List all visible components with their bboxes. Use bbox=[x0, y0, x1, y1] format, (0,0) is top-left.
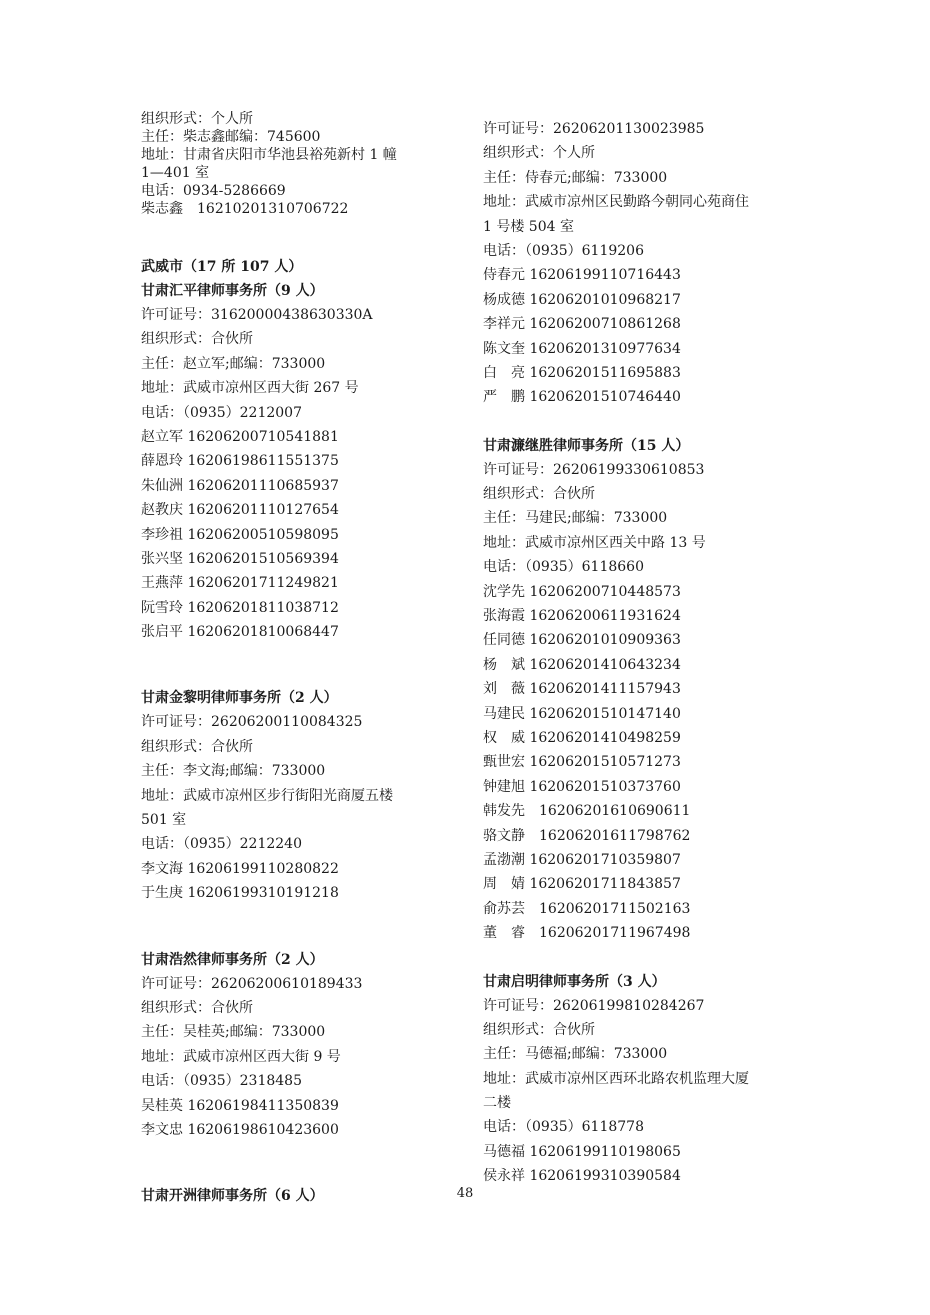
firm-detail-line: 501 室 bbox=[141, 812, 187, 829]
firm-detail-line: 侯永祥 16206199310390584 bbox=[483, 1168, 681, 1185]
firm-detail-line: 许可证号：31620000438630330A bbox=[141, 307, 373, 323]
firm-detail-line: 地址：武威市凉州区西大街 9 号 bbox=[141, 1048, 341, 1065]
firm-detail-line: 地址：武威市凉州区步行街阳光商厦五楼 bbox=[141, 787, 393, 804]
firm-detail-line: 地址：武威市凉州区西关中路 13 号 bbox=[483, 534, 706, 551]
firm-detail-line: 白 亮 16206201511695883 bbox=[483, 364, 681, 381]
firm-detail-line: 主任：吴桂英;邮编：733000 bbox=[141, 1024, 326, 1041]
firm-detail-line: 主任：赵立军;邮编：733000 bbox=[141, 355, 326, 372]
firm-detail-line: 许可证号：26206200610189433 bbox=[141, 975, 363, 992]
firm-detail-line: 周 婧 16206201711843857 bbox=[483, 876, 681, 893]
firm-detail-line: 主任：侍春元;邮编：733000 bbox=[483, 169, 668, 186]
firm-detail-line: 地址：武威市凉州区西环北路农机监理大厦 bbox=[483, 1070, 749, 1087]
firm-detail-line: 地址：武威市凉州区西大街 267 号 bbox=[141, 380, 359, 397]
text-line: 1—401 室 bbox=[141, 165, 210, 181]
firm-detail-line: 张海霞 16206200611931624 bbox=[483, 608, 681, 625]
firm-detail-line: 组织形式：合伙所 bbox=[483, 486, 595, 503]
firm-detail-line: 电话：（0935）2212240 bbox=[141, 836, 302, 853]
firm-title: 甘肃浩然律师事务所（2 人） bbox=[141, 951, 324, 968]
firm-detail-line: 组织形式：合伙所 bbox=[141, 331, 253, 348]
firm-detail-line: 李珍祖 16206200510598095 bbox=[141, 526, 339, 543]
left-column bbox=[141, 110, 461, 1208]
firm-detail-line: 主任：马德福;邮编：733000 bbox=[483, 1046, 668, 1063]
firm-detail-line: 李文海 16206199110280822 bbox=[141, 860, 339, 877]
text-line: 电话：0934-5286669 bbox=[141, 183, 286, 199]
text-line: 组织形式：个人所 bbox=[141, 111, 253, 127]
firm-detail-line: 电话：（0935）2318485 bbox=[141, 1073, 302, 1090]
firm-detail-line: 沈学先 16206200710448573 bbox=[483, 583, 681, 600]
firm-detail-line: 赵教庆 16206201110127654 bbox=[141, 502, 339, 519]
firm-detail-line: 1 号楼 504 室 bbox=[483, 218, 574, 235]
firm-title: 甘肃金黎明律师事务所（2 人） bbox=[141, 690, 338, 707]
firm-detail-line: 许可证号：26206201130023985 bbox=[483, 121, 705, 137]
firm-detail-line: 组织形式：合伙所 bbox=[141, 999, 253, 1016]
firm-detail-line: 韩发先 16206201610690611 bbox=[483, 803, 691, 820]
firm-detail-line: 张兴坚 16206201510569394 bbox=[141, 550, 339, 567]
firm-detail-line: 孟渤潮 16206201710359807 bbox=[483, 851, 681, 868]
firm-detail-line: 张启平 16206201810068447 bbox=[141, 624, 339, 641]
firm-title: 甘肃濂继胜律师事务所（15 人） bbox=[483, 437, 690, 454]
firm-detail-line: 李文忠 16206198610423600 bbox=[141, 1121, 339, 1138]
firm-detail-line: 组织形式：合伙所 bbox=[483, 1021, 595, 1038]
firm-entry bbox=[483, 434, 803, 946]
firm-detail-line: 刘 薇 16206201411157943 bbox=[483, 681, 681, 698]
firm-detail-line: 组织形式：个人所 bbox=[483, 145, 595, 162]
firm-detail-line: 赵立军 16206200710541881 bbox=[141, 428, 339, 445]
right-column bbox=[483, 117, 803, 1189]
firm-detail-line: 严 鹏 16206201510746440 bbox=[483, 389, 681, 406]
firm-detail-line: 侍春元 16206199110716443 bbox=[483, 267, 681, 284]
firm-detail-line: 阮雪玲 16206201811038712 bbox=[141, 599, 339, 616]
firm-detail-line: 许可证号：26206199330610853 bbox=[483, 461, 705, 478]
firm-detail-line: 主任：李文海;邮编：733000 bbox=[141, 763, 326, 780]
firm-detail-line: 二楼 bbox=[483, 1095, 511, 1112]
section-block bbox=[141, 255, 461, 279]
firm-detail-line: 杨成德 16206201010968217 bbox=[483, 291, 681, 308]
firm-entry bbox=[141, 948, 461, 1143]
text-line: 地址：甘肃省庆阳市华池县裕苑新村 1 幢 bbox=[141, 147, 397, 163]
firm-detail-line: 薛恩玲 16206198611551375 bbox=[141, 453, 339, 470]
text-line: 主任：柴志鑫邮编：745600 bbox=[141, 129, 321, 145]
firm-detail-line: 主任：马建民;邮编：733000 bbox=[483, 510, 668, 527]
firm-detail-line: 董 睿 16206201711967498 bbox=[483, 925, 691, 942]
firm-detail-line: 任同德 16206201010909363 bbox=[483, 632, 681, 649]
page-number: 48 bbox=[456, 1186, 474, 1201]
firm-detail-line: 钟建旭 16206201510373760 bbox=[483, 778, 681, 795]
section-heading: 武威市（17 所 107 人） bbox=[141, 259, 303, 275]
firm-detail-line: 电话：（0935）2212007 bbox=[141, 404, 302, 421]
left-firm-list bbox=[141, 279, 461, 1208]
firm-detail-line: 朱仙洲 16206201110685937 bbox=[141, 477, 339, 494]
firm-detail-line: 骆文静 16206201611798762 bbox=[483, 827, 691, 844]
firm-detail-line: 陈文奎 16206201310977634 bbox=[483, 340, 681, 357]
firm-detail-line: 于生庚 16206199310191218 bbox=[141, 885, 339, 902]
continued-firm-fragment bbox=[141, 110, 461, 218]
firm-detail-line: 许可证号：26206200110084325 bbox=[141, 714, 363, 731]
firm-title: 甘肃开洲律师事务所（6 人） bbox=[141, 1188, 324, 1205]
firm-detail-line: 许可证号：26206199810284267 bbox=[483, 997, 705, 1014]
firm-detail-line: 吴桂英 16206198411350839 bbox=[141, 1097, 339, 1114]
firm-detail-line: 地址：武威市凉州区民勤路今朝同心苑商住 bbox=[483, 194, 749, 211]
firm-entry bbox=[141, 686, 461, 905]
firm-detail-line: 电话：（0935）6118778 bbox=[483, 1119, 644, 1136]
firm-entry bbox=[483, 117, 803, 410]
firm-title: 甘肃启明律师事务所（3 人） bbox=[483, 973, 666, 990]
firm-detail-line: 杨 斌 16206201410643234 bbox=[483, 656, 681, 673]
firm-entry bbox=[141, 279, 461, 644]
firm-detail-line: 王燕萍 16206201711249821 bbox=[141, 575, 339, 592]
firm-detail-line: 马建民 16206201510147140 bbox=[483, 705, 681, 722]
firm-detail-line: 权 威 16206201410498259 bbox=[483, 729, 681, 746]
firm-detail-line: 俞苏芸 16206201711502163 bbox=[483, 900, 691, 917]
firm-detail-line: 组织形式：合伙所 bbox=[141, 738, 253, 755]
firm-detail-line: 电话：（0935）6118660 bbox=[483, 559, 644, 576]
firm-detail-line: 电话：（0935）6119206 bbox=[483, 242, 644, 259]
firm-detail-line: 马德福 16206199110198065 bbox=[483, 1143, 681, 1160]
firm-entry bbox=[483, 970, 803, 1189]
right-firm-list bbox=[483, 117, 803, 1189]
text-line: 柴志鑫 16210201310706722 bbox=[141, 201, 349, 217]
firm-title: 甘肃汇平律师事务所（9 人） bbox=[141, 283, 324, 299]
firm-detail-line: 李祥元 16206200710861268 bbox=[483, 316, 681, 333]
firm-detail-line: 甄世宏 16206201510571273 bbox=[483, 754, 681, 771]
